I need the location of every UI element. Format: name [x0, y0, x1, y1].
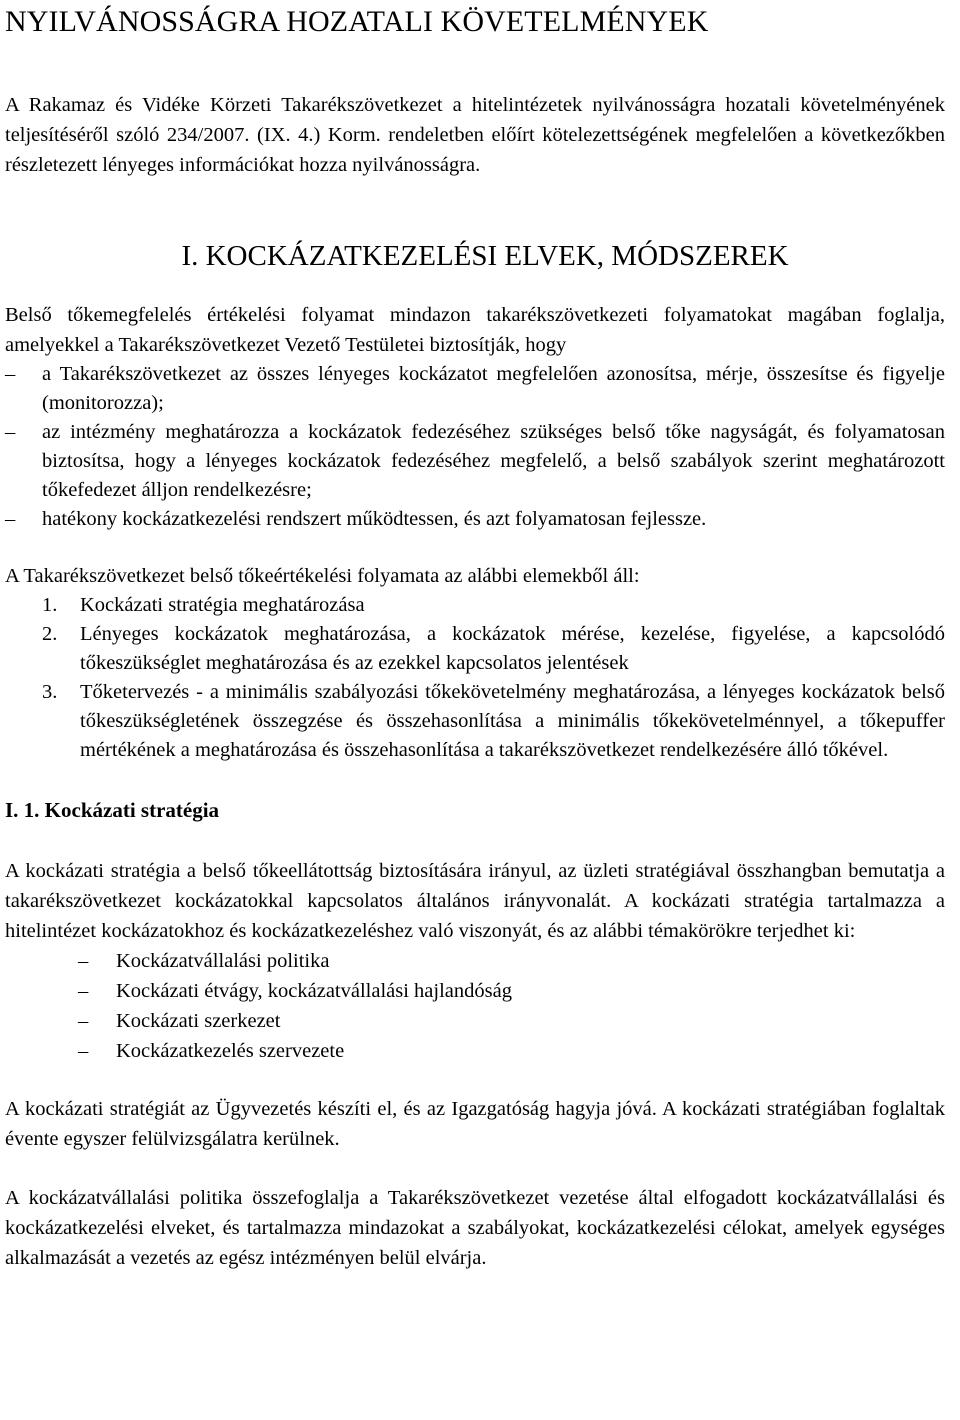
list-item: [5, 678, 945, 765]
section-heading-1-1: I. 1. Kockázati stratégia: [5, 798, 220, 822]
list-item-text: Kockázatkezelés szervezete: [116, 1040, 345, 1062]
list-item: [5, 946, 945, 976]
list-item-text: a Takarékszövetkezet az összes lényeges kockázatot megfelelően azonosítsa, mérje, összesítse és figyelje (monitorozza);: [42, 363, 945, 414]
list-item-text: Kockázati étvágy, kockázatvállalási hajlandóság: [116, 980, 512, 1002]
list-item: [5, 1006, 945, 1036]
list-number: 2.: [42, 623, 58, 645]
list-number: 1.: [42, 594, 58, 616]
list-item: [5, 360, 945, 418]
icaap-paragraph: Belső tőkemegfelelés értékelési folyamat mindazon takarékszövetkezeti folyamatokat magában foglalja, amelyekkel a Takarékszövetkezet Vezető Testületei biztosítják, hogy: [5, 304, 945, 356]
section-heading-1: I. KOCKÁZATKEZELÉSI ELVEK, MÓDSZEREK: [181, 240, 789, 272]
dash-icon: –: [78, 950, 89, 972]
dash-icon: –: [78, 1040, 89, 1062]
process-list: [5, 591, 945, 765]
list-item: [5, 591, 945, 620]
list-item-text: Kockázatvállalási politika: [116, 950, 330, 972]
list-item-text: hatékony kockázatkezelési rendszert működtessen, és azt folyamatosan fejlessze.: [42, 508, 707, 530]
list-item-text: Lényeges kockázatok meghatározása, a kockázatok mérése, kezelése, figyelése, a kapcsolódó tőkeszükséglet meghatározása és az ezekkel kapcsolatos jelentések: [80, 623, 945, 674]
list-item: [5, 976, 945, 1006]
list-item: [5, 620, 945, 678]
dash-icon: –: [5, 508, 16, 530]
list-item-text: Kockázati stratégia meghatározása: [80, 594, 365, 616]
approval-paragraph: A kockázati stratégiát az Ügyvezetés készíti el, és az Igazgatóság hagyja jóvá. A kockázati stratégiában foglaltak évente egyszer felülvizsgálatra kerülnek.: [5, 1098, 945, 1150]
intro-paragraph: A Rakamaz és Vidéke Körzeti Takarékszövetkezet a hitelintézetek nyilvánosságra hozatali követelményének teljesítéséről szóló 234/2007. (IX. 4.) Korm. rendeletben előírt kötelezettségének megfelelően a következőkben részletezett lényeges információkat hozza nyilvánosságra.: [5, 94, 945, 176]
list-item: [5, 1036, 945, 1066]
list-item-text: Kockázati szerkezet: [116, 1010, 281, 1032]
strategy-topics-list: [5, 946, 945, 1066]
list-item-text: Tőketervezés - a minimális szabályozási tőkekövetelmény meghatározása, a lényeges kockázatok belső tőkeszükségletének összegzése és összehasonlítása a minimális tőkekövetelménnyel, a tőkepuffer mértékének a meghatározása és összehasonlítása a takarékszövetkezet rendelkezésére álló tőkével.: [80, 681, 945, 761]
list-number: 3.: [42, 681, 58, 703]
strategy-paragraph: A kockázati stratégia a belső tőkeellátottság biztosítására irányul, az üzleti stratégiával összhangban bemutatja a takarékszövetkezet kockázatokkal kapcsolatos általános irányvonalát. A kockázati stratégia tartalmazza a hitelintézet kockázatokhoz és kockázatkezeléshez való viszonyát, és az alábbi témakörökre terjedhet ki:: [5, 860, 945, 942]
risk-policy-paragraph: A kockázatvállalási politika összefoglalja a Takarékszövetkezet vezetése által elfogadott kockázatvállalási és kockázatkezelési elveket, és tartalmazza mindazokat a szabályokat, kockázatkezelési célokat, amelyek egységes alkalmazását a vezetés az egész intézményen belül elvárja.: [5, 1187, 945, 1269]
process-intro: A Takarékszövetkezet belső tőkeértékelési folyamata az alábbi elemekből áll:: [5, 565, 640, 587]
list-item: [5, 505, 945, 534]
list-item: [5, 418, 945, 505]
dash-icon: –: [5, 421, 16, 443]
icaap-bullet-list: [5, 360, 945, 534]
dash-icon: –: [5, 363, 16, 385]
dash-icon: –: [78, 1010, 89, 1032]
list-item-text: az intézmény meghatározza a kockázatok fedezéséhez szükséges belső tőke nagyságát, és folyamatosan biztosítsa, hogy a lényeges kockázatok fedezéséhez megfelelő, a belső szabályok szerint meghatározott tőkefedezet álljon rendelkezésre;: [42, 421, 945, 501]
document-title: NYILVÁNOSSÁGRA HOZATALI KÖVETELMÉNYEK: [5, 5, 709, 38]
dash-icon: –: [78, 980, 89, 1002]
